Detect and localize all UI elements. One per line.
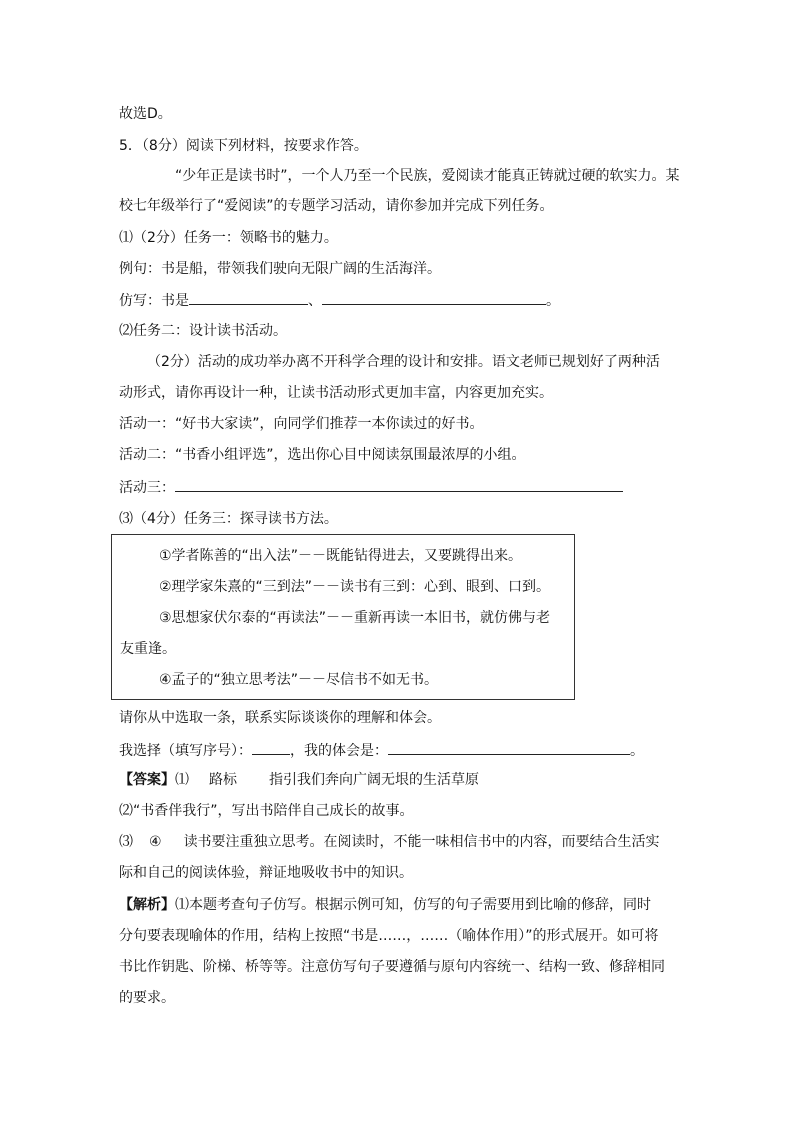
task-3-instruction: 请你从中选取一条，联系实际谈谈你的理解和体会。	[119, 710, 441, 726]
method-4: ④孟子的“独立思考法”－－尽信书不如无书。	[159, 672, 439, 688]
method-3-cont: 友重逢。	[120, 641, 176, 657]
analysis-text-2: 分句要表现喻体的作用，结构上按照“书是……，……（喻体作用）”的形式展开。如可将	[119, 928, 659, 944]
task-2-title: ⑵任务二：设计读书活动。	[119, 323, 287, 339]
activity-2: 活动二：“书香小组评选”，选出你心目中阅读氛围最浓厚的小组。	[119, 447, 526, 463]
imitation-blank-1[interactable]	[189, 290, 308, 305]
answer-1-a: 路标	[209, 772, 237, 788]
choice-end: 。	[630, 743, 644, 759]
answer-3-text: 读书要注重独立思考。在阅读时，不能一味相信书中的内容，而要结合生活实	[183, 834, 660, 850]
method-2: ②理学家朱熹的“三到法”－－读书有三到：心到、眼到、口到。	[159, 579, 551, 595]
answer-3-text-cont: 际和自己的阅读体验，辩证地吸收书中的知识。	[119, 865, 413, 881]
analysis-text-3: 书比作钥匙、阶梯、桥等等。注意仿写句子要遵循与原句内容统一、结构一致、修辞相同	[119, 959, 665, 975]
imitation-line	[119, 290, 560, 310]
analysis-label: 【解析】	[119, 897, 175, 913]
answer-label: 【答案】	[119, 772, 175, 788]
answer-choice-line: 故选D。	[119, 106, 172, 122]
example-sentence: 例句：书是船，带领我们驶向无限广阔的生活海洋。	[119, 261, 441, 277]
activity-1: 活动一：“好书大家读”，向同学们推荐一本你读过的好书。	[119, 416, 484, 432]
reading-methods-box	[111, 534, 575, 700]
answer-2: ⑵“书香伴我行”，写出书陪伴自己成长的故事。	[119, 803, 414, 819]
answer-3-line	[119, 832, 660, 852]
imitation-blank-2[interactable]	[322, 290, 546, 305]
imitation-end: 。	[546, 293, 560, 309]
analysis-text-1: ⑴本题考查句子仿写。根据示例可知，仿写的句子需要用到比喻的修辞，同时	[175, 897, 651, 913]
analysis-line-1	[119, 895, 651, 915]
choice-line	[119, 740, 644, 760]
activity-3-line	[119, 477, 623, 497]
imitation-sep: 、	[308, 293, 322, 309]
activity-3-blank[interactable]	[175, 477, 623, 492]
material-paragraph-2: 校七年级举行了“爱阅读”的专题学习活动，请你参加并完成下列任务。	[119, 198, 554, 214]
imitation-label: 仿写：书是	[119, 293, 189, 309]
activity-3-label: 活动三：	[119, 480, 175, 496]
analysis-text-4: 的要求。	[119, 990, 175, 1006]
answer-line-1	[119, 770, 479, 790]
answer-3-num: ⑶	[119, 834, 133, 850]
answer-1-num: ⑴	[175, 772, 189, 788]
answer-1-b: 指引我们奔向广阔无垠的生活草原	[269, 772, 479, 788]
choice-blank[interactable]	[252, 740, 290, 755]
task-3-title: ⑶（4分）任务三：探寻读书方法。	[119, 511, 338, 527]
method-1: ①学者陈善的“出入法”－－既能钻得进去，又要跳得出来。	[159, 548, 523, 564]
task-2-paragraph-2: 动形式，请你再设计一种，让读书活动形式更加丰富，内容更加充实。	[119, 385, 553, 401]
material-paragraph-1: “少年正是读书时”，一个人乃至一个民族，爱阅读才能真正铸就过硬的软实力。某	[175, 168, 680, 184]
task-2-paragraph-1: （2分）活动的成功举办离不开科学合理的设计和安排。语文老师已规划好了两种活	[147, 354, 660, 370]
choice-label: 我选择（填写序号）：	[119, 743, 252, 759]
answer-3-selection: ④	[149, 834, 162, 850]
feeling-label: ，我的体会是：	[290, 743, 388, 759]
feeling-blank[interactable]	[388, 740, 630, 755]
method-3: ③思想家伏尔泰的“再读法”－－重新再读一本旧书，就仿佛与老	[159, 610, 551, 626]
task-1-title: ⑴（2分）任务一：领略书的魅力。	[119, 230, 338, 246]
question-5-title: 5．（8分）阅读下列材料，按要求作答。	[119, 138, 368, 154]
